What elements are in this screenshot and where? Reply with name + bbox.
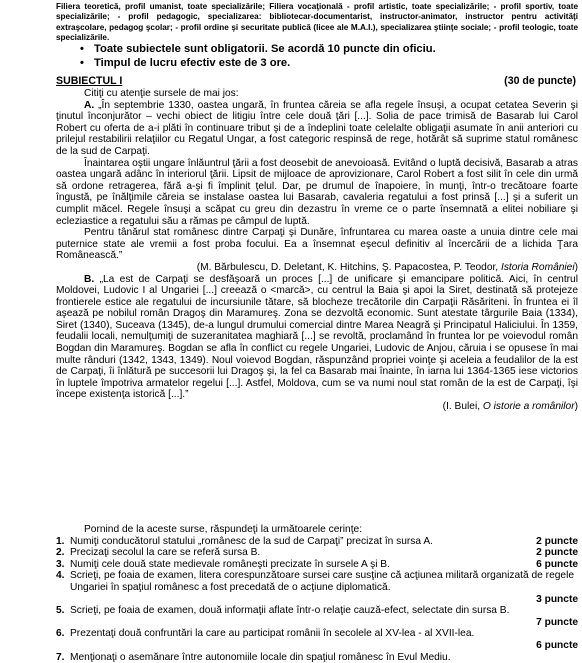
source-a-paragraph-3: Pentru tânărul stat românesc dintre Carpaţi şi Dunăre, înfruntarea cu marea oaste a unuia dintre cele mai puternice state ale vremii a fost proba focului. Ea a însemnat eşecul definitiv al încercării de a lichida Ţara Românească.” (56, 227, 578, 262)
question-item: 6. Prezentaţi două confruntări la care au participat românii în secolele al XV-lea - al XVII-lea. 6 puncte (56, 628, 578, 651)
instruction-note: • Timpul de lucru efectiv este de 3 ore. (80, 56, 580, 70)
source-a-paragraph-2: Înaintarea oştii ungare înlăuntrul ţării a fost deosebit de anevoioasă. Evitând o luptă decisivă, Basarab a atras oastea ungară adânc în interiorul ţării. Lipsit de mijloace de aprovizionare, Carol Robert a fost silit în cele din urmă să ordone retragerea, fără a-şi fi împlinit ţelul. Dar, pe drumul de înapoiere, în munţi, într-o trecătoare foarte îngustă, pe înălţimile căreia se instalase oastea lui Basarab, cavaleria regatului a fost prinsă [...] şi a suferit un cumplit măcel. Regele însuşi a scăpat cu greu din dezastru în vreme ce o parte însemnată a elitei nobiliare şi ecleziastice a regatului său a rămas pe câmpul de luptă. (56, 157, 578, 227)
subject-heading (56, 75, 576, 87)
instructions-list (80, 42, 580, 70)
exam-header: Filiera teoretică, profil umanist, toate specializările; Filiera vocaţională - profil artistic, toate specializările; - profil sportiv, toate specializările; - profil pedagogic, specializarea: bibliotecar-documentarist, instructor-animator, instructor pentru activităţi extraşcolare, pedagog şcolar; - profil ordine şi securitate publică (licee ale M.A.I.), specializarea ştiinţe sociale; - profil teologic, toate specializările. (56, 2, 578, 43)
question-item: 7. Menţionaţi o asemănare între autonomiile locale din spaţiul românesc în Evul Mediu. (56, 651, 451, 663)
source-a-paragraph-1: A. „În septembrie 1330, oastea ungară, în fruntea căreia se afla regele însuşi, a ocupat cetatea Severin şi ţinutul înconjurător – vechi obiect de litigiu între cele două ţări [...]. Solia de pace trimisă de Basarab lui Carol Robert cu oferta de a-i plăti în continuare tribut şi de a îndeplini toate celelalte obligaţii asumate în anii anteriori cu prilejul restabilirii relaţiilor cu Regatul Ungar, a fost categoric respinsă de rege, hotărât să suprime statul românesc de la sud de Carpaţi. (56, 99, 578, 157)
subject-title: SUBIECTUL I (56, 75, 123, 87)
source-b-paragraph: B. „La est de Carpaţi se desfăşoară un proces [...] de unificare şi emancipare politică. Aici, în centrul Moldovei, Ludovic I al Ungariei [...] creează o <marcă>, cu centrul la Baia şi apoi la Siret, destinată să protejeze frontierele estice ale regatului de incursiunile tătare, să blocheze trecătorile din Carpaţii Răsăriteni. În fruntea ei îl aşează pe nobilul român Dragoş din Maramureş. Zona se dezvoltă economic. Sunt atestate târgurile Baia (1334), Siret (1340), Suceava (1345), de-a lungul drumului comercial dintre Marea Neagră şi Principatul Haliciului. În 1359, feudalii locali, nemulţumiţi de suzeranitatea maghiară [...] se revoltă, proclamând în fruntea lor pe voievodul român Bogdan din Maramureş. Bogdan se afla în conflict cu regele Ungariei, Ludovic de Anjou, căruia i se opusese în mai multe rânduri (1342, 1343, 1349). Noul voievod Bogdan, răspunzând propriei voinţe şi aceleia a feudalilor de la est de Carpaţi, îi înlătură pe succesorii lui Dragoş şi, la fel ca Basarab mai înainte, în iarna lui 1364-1365 iese victorios în luptele împotriva armatelor regelui [...]. Astfel, Moldova, cum se va numi noul stat român de la est de Carpaţi, îşi începe existenţa istorică [...].” (56, 273, 578, 401)
source-a-label: A. (84, 99, 95, 111)
source-b-citation: (I. Bulei, O istorie a românilor) (442, 401, 578, 413)
questions-section (56, 524, 578, 663)
instruction-note: • Toate subiectele sunt obligatorii. Se acordă 10 puncte din oficiu. (80, 42, 580, 56)
subject-points: (30 de puncte) (504, 75, 576, 87)
question-item: 4. Scrieţi, pe foaia de examen, litera corespunzătoare sursei care susţine că acţiunea militară organizată de regele Ungariei în spaţiul românesc a fost precedată de o acţiune diplomatică. 3 puncte (56, 570, 578, 605)
source-a-citation: (M. Bărbulescu, D. Deletant, K. Hitchins, Ş. Papacostea, P. Teodor, Istoria României) (196, 261, 578, 273)
sources-body (56, 88, 578, 413)
question-item: 3. Numiţi cele două state medievale româneşti precizate în sursele A şi B. 6 puncte (56, 558, 578, 570)
reading-instruction: Citiţi cu atenţie sursele de mai jos: (84, 88, 239, 99)
question-item: 2. Precizaţi secolul la care se referă sursa B. 2 puncte (56, 547, 578, 559)
question-item: 1. Numiţi conducătorul statului „românesc de la sud de Carpaţi” precizat în sursa A. 2 puncte (56, 535, 578, 547)
question-item: 5. Scrieţi, pe foaia de examen, două informaţii aflate într-o relaţie cauză-efect, selectate din sursa B. 7 puncte (56, 605, 578, 628)
questions-intro: Pornind de la aceste surse, răspundeţi la următoarele cerinţe: (84, 524, 363, 535)
source-b-label: B. (84, 273, 95, 285)
